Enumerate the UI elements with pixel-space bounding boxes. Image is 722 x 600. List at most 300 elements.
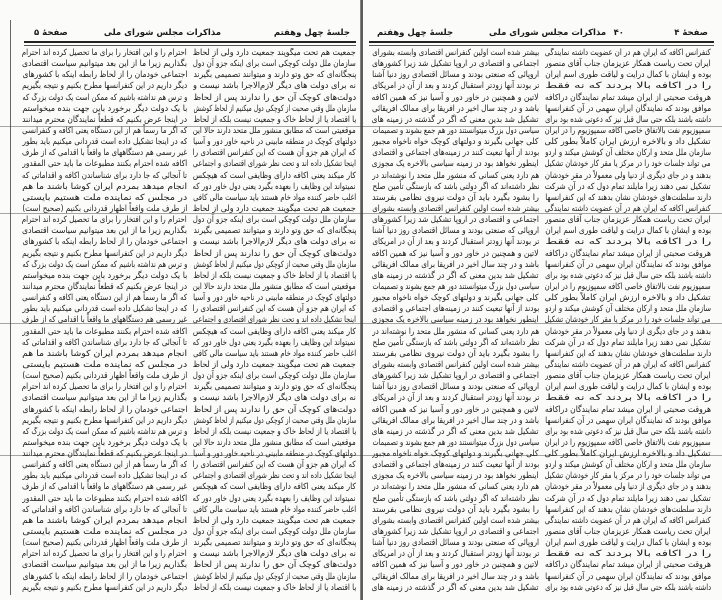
text-line <box>545 293 711 304</box>
text-line-content: کلی جهانی بگیرند و دولتهای کوچک خواه ناخواه مجبور <box>372 449 539 460</box>
text-line <box>372 70 539 81</box>
text-line <box>545 271 711 282</box>
text-line-content: بودند از آنها تبعیت کنند در زمینه‌های اجتماعی و اقتصادی <box>372 148 539 159</box>
text-line-content: جمعیت هم تحت میگویند جمعیت دارد ولی از لحاظ <box>193 48 356 58</box>
journal-title: مذاکرات مجلس شورای ملی <box>103 28 221 38</box>
page-edge <box>10 20 11 595</box>
text-line-content: پنجگانه‌ای که حق وتو دارند و میتوانند تصمیمی بگیرند <box>193 226 356 237</box>
text-line <box>545 460 711 471</box>
text-line <box>193 516 356 527</box>
text-line-content: اینطور نخواهد بود در زمینه سیاسی بالاخره یک مجوزی <box>372 315 539 326</box>
text-line-content: موافق بودند که نمایندگان ایران سهمی در آن کنفرانسها <box>545 103 711 114</box>
text-line <box>545 349 711 360</box>
text-line-content: بوده و ایشان با کمال درایت و لیاقت طوری اسم ایران <box>545 382 711 393</box>
page-header <box>369 28 714 40</box>
text-line <box>372 427 539 438</box>
text-line-content: که اگر ما رسماً هم از این دستگاه یعنی اکافه و کنفرانسی <box>22 125 187 136</box>
text-line-content: داشته باشند بلکه حتی سال قبل نیز که دعوتی شده بود برای <box>545 270 711 281</box>
text-line-content: می تواند جلسات خود را در مرکز یا مقر کار خودشان تشکیل <box>545 315 711 326</box>
text-line-content: تشکیل نمی دهند زیرا مایلند تمام دول که در آن شرکت <box>545 181 711 192</box>
text-line <box>193 226 356 237</box>
text-line-content: سازمان ملل دولت کوچکی است برای اینکه جزو آن دول <box>193 527 356 538</box>
text-line-content: نظر داشته‌اند که اگر دولتی باشد که بازستگی تأمین صلح <box>372 337 539 348</box>
text-line <box>22 527 187 538</box>
text-line <box>193 126 356 137</box>
text-line <box>545 549 711 560</box>
text-line-content: تشکیل شد بدین معنی که اگر در گذشته در زمینه های <box>372 426 539 437</box>
text-line-content: داشته باشند بلکه حتی سال قبل نیز که دعوتی شده بود برای <box>545 426 711 437</box>
text-line-content: اینطور نخواهد بود در زمینه سیاسی بالاخره یک مجوزی <box>372 471 539 482</box>
text-line-content: در مجلس که نماینده ملت هستیم بایستی <box>22 359 187 370</box>
text-line-content: تشکیل شد بدین معنی که اگر در گذشته در زمینه های <box>372 582 539 593</box>
text-line <box>372 304 539 315</box>
text-line <box>545 427 711 438</box>
text-line-content: سمپوزیوم نفت بالاتفاق خاصی اکافه سمپوزیوم را در ایران <box>545 281 711 292</box>
text-line <box>22 482 187 493</box>
text-line <box>22 460 187 471</box>
page-number: صفحهٔ ۵ <box>34 28 68 38</box>
text-line-content: نظر داشته‌اند که اگر دولتی باشد که بازستگی تأمین صلح <box>372 181 539 192</box>
text-line <box>193 249 356 260</box>
text-line <box>372 538 539 549</box>
text-line-content: اکافه شده احترام بکنند مطبوعات ما باید حتی المقدور <box>22 493 187 504</box>
text-line <box>372 182 539 193</box>
text-line <box>22 48 187 59</box>
text-line-content: دولت‌های کوچک آن حق را ندارند پس از لحاظ <box>193 92 356 103</box>
text-line-content: که ایران هم جزو آن هست که این کنفرانس اقتصادی را <box>193 460 356 471</box>
text-line <box>545 70 711 81</box>
text-line <box>193 538 356 549</box>
text-line-content: اروپائی که صنعتی بودند و مسائل اقتصادی روز دنیا آشنا <box>372 70 539 81</box>
text-line <box>22 349 187 360</box>
text-line-content: کلی جهانی بگیرند و دولتهای کوچک خواه ناخواه مجبور <box>372 137 539 148</box>
text-line <box>22 171 187 182</box>
right-page <box>363 0 722 600</box>
text-line-content: دیگر داریم در این کنفرانسها مطرح بکنیم و نتیجه بگیریم <box>22 81 187 92</box>
text-line <box>22 382 187 393</box>
text-line-content: پنجگانه‌ای که حق وتو دارند و میتوانند تصمیمی بگیرند <box>193 70 356 81</box>
text-line <box>545 304 711 315</box>
text-line <box>22 237 187 248</box>
text-line <box>545 471 711 482</box>
text-line <box>372 572 539 583</box>
text-line-content: اجتماعی و اقتصادی در اروپا تشکیل شد زیرا کشورهای <box>372 215 539 226</box>
text-line <box>193 237 356 248</box>
text-line <box>22 560 187 571</box>
text-line-content: را بشود بگیرد باید آن دولت نیروی نظامی بفرستد <box>372 192 539 203</box>
text-line <box>193 505 356 516</box>
text-line <box>193 93 356 104</box>
text-line <box>193 393 356 404</box>
text-line <box>545 193 711 204</box>
text-line <box>193 416 356 427</box>
text-line-content: هم دارد یعنی کسانی که منشور ملل متحد را نوشته‌اند در <box>372 170 539 181</box>
text-line <box>372 81 539 92</box>
text-line <box>372 215 539 226</box>
text-column-right <box>545 48 711 596</box>
text-line <box>545 393 711 404</box>
text-line <box>193 427 356 438</box>
text-line-content: دولت‌های کوچک آن حق را ندارند پس از لحاظ <box>193 404 356 415</box>
text-line <box>22 271 187 282</box>
text-line <box>545 159 711 170</box>
text-line-content: موقعیتی است که مطابق منشور ملل متحد دارند حالا این <box>193 437 356 448</box>
text-line-content: موقعیتی است که مطابق منشور ملل متحد دارند حالا این <box>193 281 356 292</box>
text-line-content: اجتماعی خودمان را از لحاظ رابطه اینکه با کشورهای <box>22 404 187 415</box>
text-line-content: تشکیل نمی دهند زیرا مایلند تمام دول که در آن شرکت <box>545 337 711 348</box>
text-line <box>193 360 356 371</box>
text-line <box>22 471 187 482</box>
text-line-content: اروپائی که صنعتی بودند و مسائل اقتصادی روز دنیا آشنا <box>372 226 539 237</box>
text-line <box>193 193 356 204</box>
text-line <box>22 315 187 326</box>
text-line-content: اروپائی که صنعتی بودند و مسائل اقتصادی روز دنیا آشنا <box>372 382 539 393</box>
text-line <box>193 527 356 538</box>
text-line-content: دیگر داریم در این کنفرانسها مطرح بکنیم و نتیجه بگیریم <box>22 248 187 259</box>
text-line-content: را در اکافه بالا بردند که نه فقط <box>545 549 711 560</box>
text-line-content: هم دارد یعنی کسانی که منشور ملل متحد را نوشته‌اند در <box>372 326 539 337</box>
text-line <box>372 516 539 527</box>
text-line-content: اکافه شده احترام بکنند مطبوعات ما باید حتی المقدور <box>22 159 187 170</box>
text-line <box>193 327 356 338</box>
text-line-content: اجتماعی و اقتصادی در اروپا تشکیل شد زیرا کشورهای <box>372 59 539 70</box>
text-line <box>22 538 187 549</box>
text-line <box>193 137 356 148</box>
text-line-content: غیر رسمی هم دستگاههای ما واقعاً با اقدامی که از طرف <box>22 482 187 493</box>
text-line-content: تشکیل داد و بالاخره ارزش ایران کاملاً بطور کلی <box>545 293 711 304</box>
text-line-content: نظر داشته‌اند که اگر دولتی باشد که بازستگی تأمین صلح <box>372 493 539 504</box>
text-line-content: جمعیت هم تحت میگویند جمعیت دارد ولی از لحاظ <box>193 203 356 214</box>
text-line-content: لاتین و همچنین در خاور دور و آسیا نیز که همین اکافه <box>372 560 539 571</box>
text-line-content: اغلب حاضر کننده مواد خام هستند باید سیاست مالی کافی <box>193 348 356 359</box>
text-line <box>372 104 539 115</box>
text-line <box>193 182 356 193</box>
text-line <box>372 59 539 70</box>
text-line-content: از طرف ملت واقعاً اظهار قدردانی بکنیم (صحیح است) <box>22 371 187 382</box>
text-line-content: سازمان ملل وقتی صحبت از کوچکی دول میکنیم از لحاظ کوشش <box>193 415 356 426</box>
text-line <box>22 193 187 204</box>
text-line-content: اجتماعی خودمان را از لحاظ رابطه اینکه با کشورهای <box>22 237 187 248</box>
text-line-content: که در اینجا تشکیل داده است قدردانی میکنیم باید بطور <box>22 304 187 315</box>
text-line <box>545 505 711 516</box>
text-column-left <box>372 48 539 596</box>
text-line-content: اروپائی که صنعتی بودند و مسائل اقتصادی روز دنیا آشنا <box>372 538 539 549</box>
text-line <box>372 560 539 571</box>
text-line-content: باشد و در چند سال اخیر در افریقا برای ممالک افریقائی <box>372 103 539 114</box>
text-line <box>372 583 539 594</box>
text-line-content: دیگر داریم در این کنفرانسها مطرح بکنیم و نتیجه بگیریم <box>22 415 187 426</box>
text-line <box>545 538 711 549</box>
text-line-content: موقعیتی است که مطابق منشور ملل متحد دارند حالا این <box>193 125 356 136</box>
text-line-content: اینطور نخواهد بود در زمینه سیاسی بالاخره یک مجوزی <box>372 159 539 170</box>
text-line-content: دولتهای کوچک در منطقه مابینی در ناحیه خاور دور و آسیا <box>193 449 356 460</box>
text-line-content: تشکیل شد بدین معنی که اگر در گذشته در زمینه های <box>372 270 539 281</box>
text-line-content: دولتهای کوچک در منطقه مابینی در ناحیه خاور دور و آسیا <box>193 137 356 148</box>
text-line <box>22 249 187 260</box>
text-line <box>545 572 711 583</box>
text-line <box>22 81 187 92</box>
text-line <box>22 148 187 159</box>
text-line <box>22 371 187 382</box>
scan-artifact-line <box>0 455 722 456</box>
text-line <box>193 148 356 159</box>
text-line-content: بگذاریم زیرا ما از این بعد میتوانیم سیاست اقتصادی <box>22 226 187 237</box>
text-line <box>545 182 711 193</box>
text-line-content: سازمان ملل وقتی صحبت از کوچکی دول میکنیم از لحاظ کوشش <box>193 571 356 582</box>
text-line-content: بوده و ایشان با کمال درایت و لیاقت طوری اسم ایران <box>545 226 711 237</box>
text-line <box>193 338 356 349</box>
text-line <box>22 260 187 271</box>
text-line <box>193 104 356 115</box>
text-line <box>193 304 356 315</box>
text-line-content: را در اکافه بالا بردند که نه فقط <box>545 393 711 404</box>
text-line-content: بیشتر شده است اولین کنفرانس اقتصادی وابسته بشورای <box>372 203 539 214</box>
text-line-content: تشکیل داد و بالاخره ارزش ایران کاملاً بطور کلی <box>545 449 711 460</box>
text-line <box>22 583 187 594</box>
text-line <box>545 494 711 505</box>
text-line-content: که ایران هم جزو آن هست که این کنفرانس اقتصادی را <box>193 148 356 159</box>
text-line <box>372 438 539 449</box>
text-line <box>372 393 539 404</box>
text-line-content: موافق بودند که نمایندگان ایران سهمی در آن کنفرانسها <box>545 259 711 270</box>
text-line <box>372 260 539 271</box>
text-line-content: که اگر ما رسماً هم از این دستگاه یعنی اکافه و کنفرانسی <box>22 460 187 471</box>
header-rule-thin <box>24 45 356 46</box>
text-line <box>372 338 539 349</box>
text-line-content: سازمان ملل وقتی صحبت از کوچکی دول میکنیم از لحاظ کوشش <box>193 103 356 114</box>
text-line-content: کلی جهانی بگیرند و دولتهای کوچک خواه ناخواه مجبور <box>372 293 539 304</box>
text-line-content: نمیتواند این وظایف را بعهده بگیرد یعنی دول خاور دور که <box>193 181 356 192</box>
text-line <box>22 505 187 516</box>
text-line <box>193 48 356 59</box>
text-line-content: و ترس هم نداشته باشیم که ممکن است یک دولت بزرگ که <box>22 426 187 437</box>
text-line-content: بیشتر شده است اولین کنفرانس اقتصادی وابسته بشورای <box>372 515 539 526</box>
text-line-content: موافق بودند که نمایندگان ایران سهمی در آن کنفرانسها <box>545 415 711 426</box>
text-line <box>545 148 711 159</box>
text-line <box>22 137 187 148</box>
text-line <box>22 226 187 237</box>
text-line <box>193 560 356 571</box>
text-line-content: تا آنجائی که جا دارد برای شناساندن اکافه و اقداماتی که <box>22 337 187 348</box>
text-line-content: کنفرانس اکافه که ایران هم در آن عضویت داشته نمایندگی <box>545 48 711 58</box>
scan-artifact-line <box>0 323 722 324</box>
text-line-content: یا اقتصاد یا از لحاظ خاک و جمعیت نیست بلکه از لحاظ <box>193 582 356 593</box>
text-line-content: نمیتواند این وظایف را بعهده بگیرد یعنی دول خاور دور که <box>193 493 356 504</box>
text-line-content: که ایران هم جزو آن هست که این کنفرانس اقتصادی را <box>193 304 356 315</box>
text-line-content: انجام میدهد بمردم ایران کوشا باشند ما هم <box>22 515 187 526</box>
text-line-content: ایران تحت ریاست همکار عزیزمان جناب آقای منصور <box>545 371 711 382</box>
text-line <box>545 315 711 326</box>
text-line-content: ایران تحت ریاست همکار عزیزمان جناب آقای منصور <box>545 527 711 538</box>
text-line-content: دولتهای کوچک در منطقه مابینی در ناحیه خاور دور و آسیا <box>193 293 356 304</box>
text-line <box>193 460 356 471</box>
text-line <box>372 171 539 182</box>
text-line <box>22 282 187 293</box>
text-line-content: که اگر ما رسماً هم از این دستگاه یعنی اکافه و کنفرانسی <box>22 293 187 304</box>
text-line <box>372 315 539 326</box>
text-line-content: سازمان ملل متحد و ارکان مختلف آن کوشش میکند و اردو <box>545 148 711 159</box>
text-line-content: بودند از آنها تبعیت کنند در زمینه‌های اجتماعی و اقتصادی <box>372 460 539 471</box>
text-line <box>193 583 356 594</box>
text-line <box>193 70 356 81</box>
text-line <box>193 382 356 393</box>
text-line <box>372 249 539 260</box>
text-line-content: در اینجا عرض بکنیم که قطعاً نمایندگان محترم میدانند <box>22 114 187 125</box>
text-line-content: هم دارد یعنی کسانی که منشور ملل متحد را نوشته‌اند در <box>372 482 539 493</box>
page-marker: ۴۰ <box>613 28 624 38</box>
text-line <box>193 81 356 92</box>
text-line-content: می تواند جلسات خود را در مرکز یا مقر کار خودشان تشکیل <box>545 471 711 482</box>
text-line-content: بگذاریم زیرا ما از این بعد میتوانیم سیاست اقتصادی <box>22 393 187 404</box>
text-line <box>545 327 711 338</box>
text-line-content: بوده و ایشان با کمال درایت و لیاقت طوری اسم ایران <box>545 538 711 549</box>
text-line-content: سازمان ملل دولت کوچکی است برای اینکه جزو آن دول <box>193 371 356 382</box>
text-line-content: تا آنجائی که جا دارد برای شناساندن اکافه و اقداماتی که <box>22 170 187 181</box>
text-line-content: از طرف ملت واقعاً اظهار قدردانی بکنیم (صحیح است) <box>22 538 187 549</box>
text-line <box>22 405 187 416</box>
text-line-content: بیشتر شده است اولین کنفرانس اقتصادی وابسته بشورای <box>372 48 539 58</box>
text-line <box>545 171 711 182</box>
text-line-content: سیاسی دول بزرگ میتوانستند دور هم جمع بشوند و تصمیمات <box>372 125 539 136</box>
text-line-content: سمپوزیوم نفت بالاتفاق خاصی اکافه سمپوزیوم را در ایران <box>545 437 711 448</box>
text-line-content: داشته باشند بلکه حتی سال قبل نیز که دعوتی شده بود برای <box>545 114 711 125</box>
text-line-content: نه برای دولت های دیگر لازم‌الاجرا باشد نیست و <box>193 81 356 92</box>
text-line <box>372 126 539 137</box>
text-line <box>372 405 539 416</box>
text-line-content: و ترس هم نداشته باشیم که ممکن است یک دولت بزرگ که <box>22 259 187 270</box>
text-line-content: سیاسی دول بزرگ میتوانستند دور هم جمع بشوند و تصمیمات <box>372 437 539 448</box>
session-label: جلسهٔ چهل وهفتم <box>377 28 454 38</box>
text-line-content: ایران تحت ریاست همکار عزیزمان جناب آقای منصور <box>545 215 711 226</box>
text-line <box>22 494 187 505</box>
text-line <box>22 393 187 404</box>
text-line-content: هروقت صحبتی از ایران میشد تمام نمایندگان دراکافه <box>545 404 711 415</box>
text-line <box>22 338 187 349</box>
text-line-content: بوده و ایشان با کمال درایت و لیاقت طوری اسم ایران <box>545 70 711 81</box>
scan-artifact-line <box>0 213 722 214</box>
text-line-content: کنفرانس اکافه که ایران هم در آن عضویت داشته نمایندگی <box>545 515 711 526</box>
session-label: جلسهٔ چهل وهفتم <box>273 28 350 38</box>
text-line-content: هروقت صحبتی از ایران میشد تمام نمایندگان دراکافه <box>545 92 711 103</box>
text-line <box>545 260 711 271</box>
text-line-content: سازمان ملل متحد و ارکان مختلف آن کوشش میکند و اردو <box>545 304 711 315</box>
text-line-content: دولت‌های کوچک آن حق را ندارند پس از لحاظ <box>193 248 356 259</box>
text-line-content: داشته باشند بلکه حتی سال قبل نیز که دعوتی شده بود برای <box>545 582 711 593</box>
text-line-content: را در اکافه بالا بردند که نه فقط <box>545 237 711 248</box>
text-line <box>372 193 539 204</box>
text-line-content: سمپوزیوم نفت بالاتفاق خاصی اکافه سمپوزیوم را در ایران <box>545 125 711 136</box>
text-line-content: غیر رسمی هم دستگاههای ما واقعاً با اقدامی که از طرف <box>22 315 187 326</box>
text-line-content: سازمان ملل متحد و ارکان مختلف آن کوشش میکند و اردو <box>545 460 711 471</box>
text-line-content: لاتین و همچنین در خاور دور و آسیا نیز که همین اکافه <box>372 404 539 415</box>
text-line <box>193 171 356 182</box>
text-line <box>372 226 539 237</box>
text-line-content: نه برای دولت های دیگر لازم‌الاجرا باشد نیست و <box>193 549 356 560</box>
text-line <box>193 215 356 226</box>
text-line <box>545 249 711 260</box>
text-line <box>545 416 711 427</box>
text-line-content: باشد و در چند سال اخیر در افریقا برای ممالک افریقائی <box>372 415 539 426</box>
text-line-content: در اینجا عرض بکنیم که قطعاً نمایندگان محترم میدانند <box>22 449 187 460</box>
page-header <box>24 28 356 40</box>
text-line <box>545 382 711 393</box>
text-line <box>372 549 539 560</box>
journal-title: مذاکرات مجلس شورای ملی <box>489 28 607 38</box>
text-line <box>545 104 711 115</box>
header-rule-thin <box>369 45 714 46</box>
text-line-content: نه برای دولت های دیگر لازم‌الاجرا باشد نیست و <box>193 393 356 404</box>
text-line-content: اجتماعی خودمان را از لحاظ رابطه اینکه با کشورهای <box>22 70 187 81</box>
text-line <box>193 482 356 493</box>
text-line-content: بدهند و در جای دیگری از دنیا ولی معمولاً در مقر خودشان <box>545 170 711 181</box>
text-line-content: کار میکند یعنی اکافه دارای وظایفی است که هیچکس <box>193 170 356 181</box>
text-line <box>22 115 187 126</box>
text-line-content: تا آنجائی که جا دارد برای شناساندن اکافه و اقداماتی که <box>22 504 187 515</box>
text-line-content: بگذاریم زیرا ما از این بعد میتوانیم سیاست اقتصادی <box>22 59 187 70</box>
text-line-content: اینجا تشکیل داده اند و تحت نظر شورای اقتصادی و اجتماعی <box>193 159 356 170</box>
text-line-content: احترام را و این افتخار را برای ما تحصیل کرده اند احترام <box>22 215 187 226</box>
text-line-content: دیگر داریم در این کنفرانسها مطرح بکنیم و نتیجه بگیریم <box>22 582 187 593</box>
text-line-content: اجتماعی و اقتصادی در اروپا تشکیل شد زیرا کشورهای <box>372 527 539 538</box>
text-line <box>22 416 187 427</box>
text-line-content: بگذاریم زیرا ما از این بعد میتوانیم سیاست اقتصادی <box>22 560 187 571</box>
text-line <box>545 59 711 70</box>
text-line-content: دولت‌های کوچک آن حق را ندارند پس از لحاظ <box>193 560 356 571</box>
text-line <box>22 293 187 304</box>
header-rule <box>369 41 714 43</box>
text-line-content: اجتماعی و اقتصادی در اروپا تشکیل شد زیرا کشورهای <box>372 371 539 382</box>
text-line <box>22 59 187 70</box>
text-line <box>545 438 711 449</box>
text-line <box>372 371 539 382</box>
text-line-content: اینجا تشکیل داده اند و تحت نظر شورای اقتصادی و اجتماعی <box>193 315 356 326</box>
text-line-content: را در اکافه بالا بردند که نه فقط <box>545 81 711 92</box>
text-line-content: احترام را و این افتخار را برای ما تحصیل کرده اند احترام <box>22 382 187 393</box>
text-line <box>22 549 187 560</box>
text-line-content: بدهند و در جای دیگری از دنیا ولی معمولاً در مقر خودشان <box>545 326 711 337</box>
text-line <box>545 48 711 59</box>
text-line <box>372 271 539 282</box>
text-line-content: می تواند جلسات خود را در مرکز یا مقر کار خودشان تشکیل <box>545 159 711 170</box>
text-line <box>22 438 187 449</box>
text-line-content: اکافه شده احترام بکنند مطبوعات ما باید حتی المقدور <box>22 326 187 337</box>
text-line-content: یا اقتصاد یا از لحاظ خاک و جمعیت نیست بلکه از لحاظ <box>193 114 356 125</box>
text-line <box>372 93 539 104</box>
text-line-content: بودند از آنها تبعیت کنند در زمینه‌های اجتماعی و اقتصادی <box>372 304 539 315</box>
text-line <box>193 494 356 505</box>
text-line-content: سازمان ملل دولت کوچکی است برای اینکه جزو آن دول <box>193 215 356 226</box>
text-line <box>22 516 187 527</box>
text-line-content: کار میکند یعنی اکافه دارای وظایفی است که هیچکس <box>193 326 356 337</box>
text-line <box>372 494 539 505</box>
text-line <box>372 360 539 371</box>
text-line-content: با یک دولت دیگر برخورد باین جهت بنده میخواستم <box>22 270 187 281</box>
text-line-content: کنفرانس اکافه که ایران هم در آن عضویت داشته نمایندگی <box>545 203 711 214</box>
text-line-content: در مجلس که نماینده ملت هستیم بایستی <box>22 192 187 203</box>
text-line-content: که در اینجا تشکیل داده است قدردانی میکنیم باید بطور <box>22 471 187 482</box>
text-line <box>372 416 539 427</box>
text-line <box>193 282 356 293</box>
text-line-content: تشکیل نمی دهند زیرا مایلند تمام دول که در آن شرکت <box>545 493 711 504</box>
text-line-content: یا اقتصاد یا از لحاظ خاک و جمعیت نیست بلکه از لحاظ <box>193 270 356 281</box>
text-line <box>545 371 711 382</box>
text-line <box>193 260 356 271</box>
text-line <box>22 327 187 338</box>
text-line-content: تر بودند آنها زودتر استقبال کردند و بعد از آن در امریکای <box>372 81 539 92</box>
text-line <box>193 471 356 482</box>
text-line <box>545 126 711 137</box>
text-line-content: سازمان ملل دولت کوچکی است برای اینکه جزو آن دول <box>193 59 356 70</box>
